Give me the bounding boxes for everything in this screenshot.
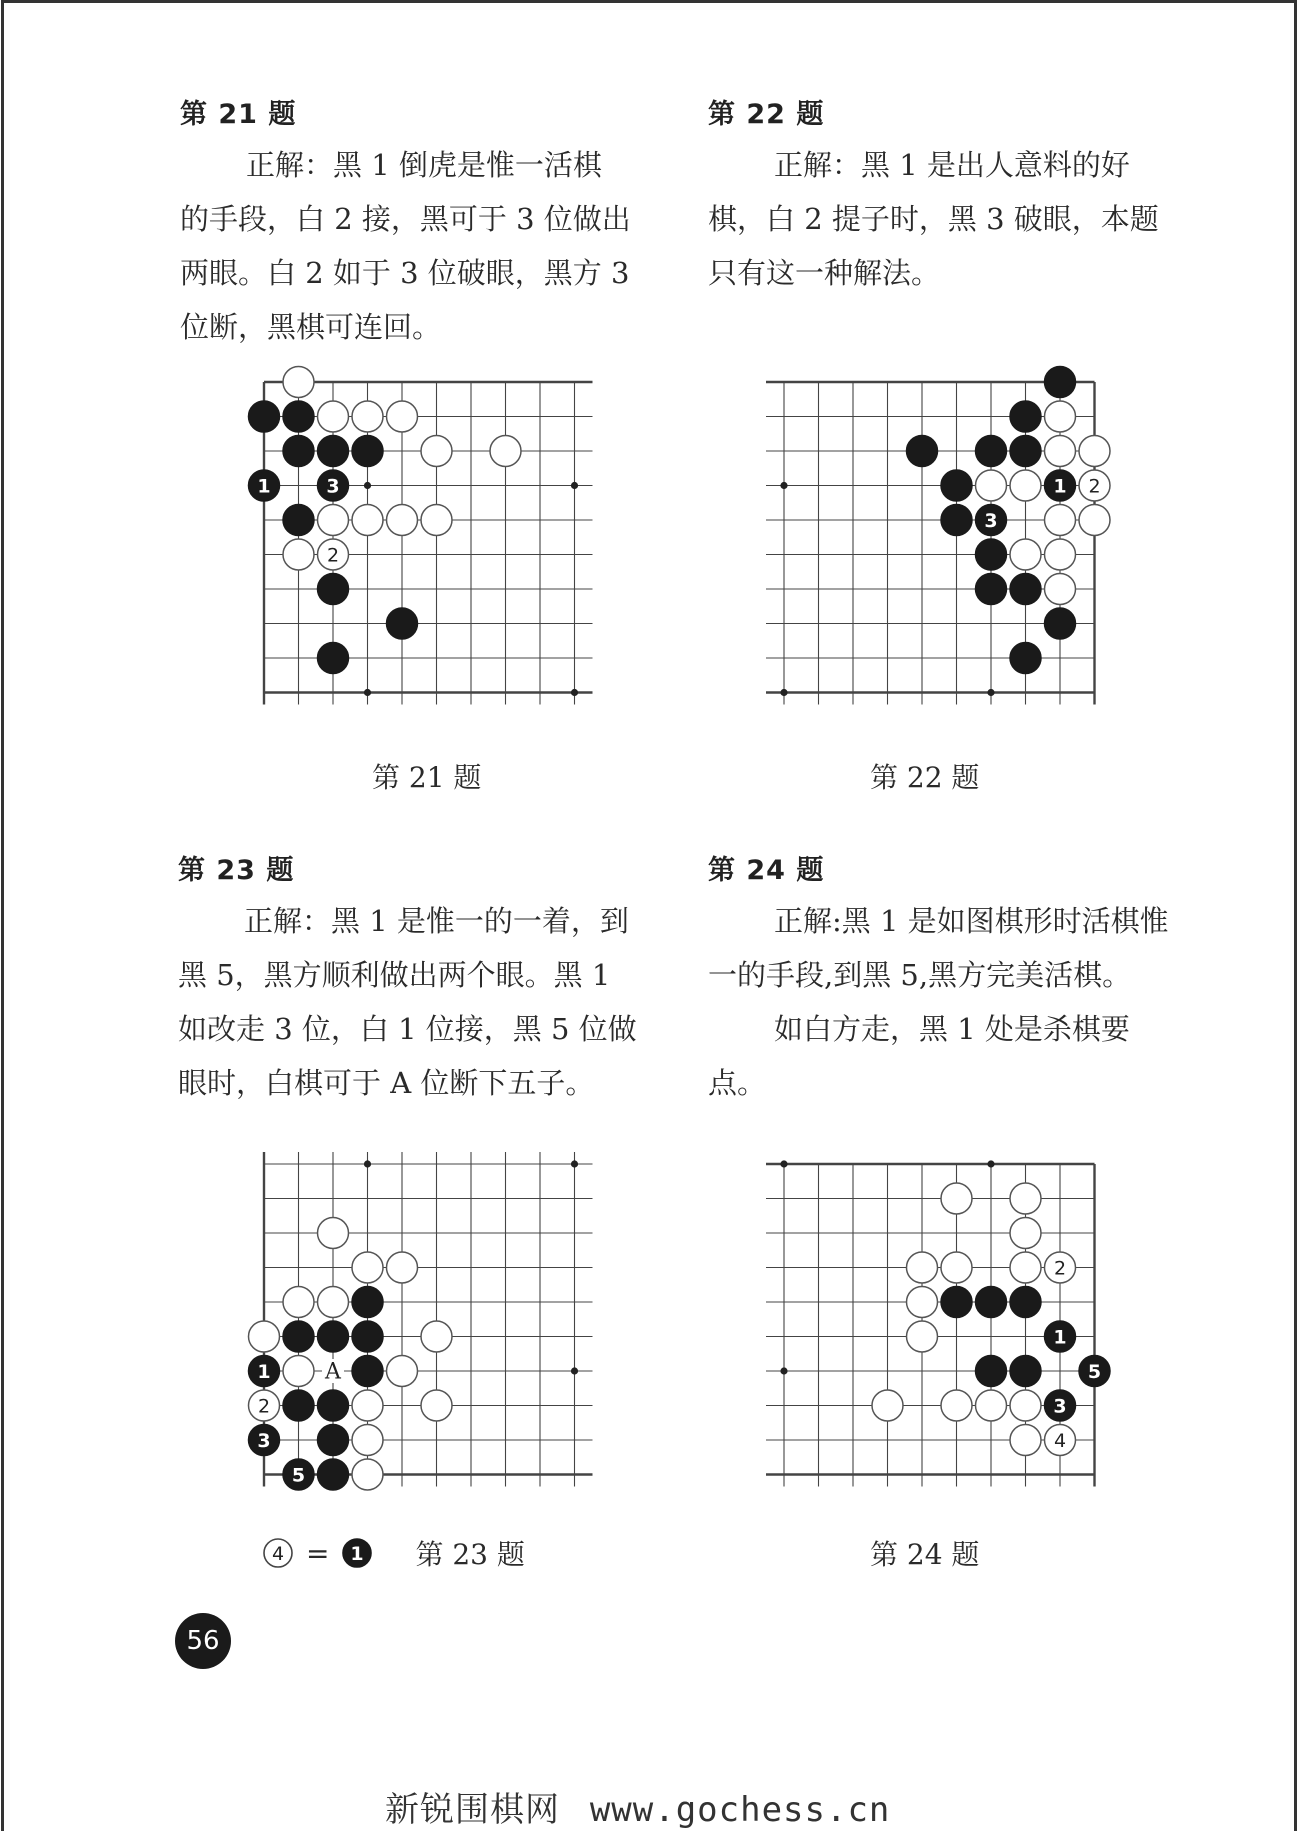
stone-move-number: 1	[1053, 475, 1067, 498]
white-stone	[1010, 1218, 1041, 1249]
white-stone	[387, 1356, 418, 1387]
board-grid	[264, 382, 593, 705]
white-stone	[1045, 401, 1076, 432]
problem-21-text	[180, 138, 655, 354]
board-point-label: A	[325, 1359, 341, 1385]
white-stone	[387, 505, 418, 536]
white-stone	[1045, 574, 1076, 605]
white-stone	[387, 1252, 418, 1283]
white-stone	[1010, 470, 1041, 501]
problem-21-caption: 第 21 题	[372, 761, 482, 794]
problem-22-caption: 第 22 题	[870, 761, 980, 794]
black-stone	[318, 436, 349, 467]
star-point	[571, 1367, 578, 1374]
black-stone-1-icon	[341, 1537, 373, 1569]
white-stone	[421, 436, 452, 467]
white-stone	[249, 1321, 280, 1352]
watermark-site: 新锐围棋网	[385, 1790, 560, 1830]
problem-24-line-3: 如白方走，黑 1 处是杀棋要	[774, 1012, 1130, 1046]
white-stone	[283, 367, 314, 398]
black-stone	[318, 1425, 349, 1456]
problem-23-caption: 第 23 题	[415, 1538, 525, 1571]
black-stone	[352, 1321, 383, 1352]
black-stone	[318, 643, 349, 674]
stone-move-number: 1	[257, 475, 271, 498]
problem-24-line-4: 点。	[708, 1066, 767, 1100]
white-stone	[1079, 505, 1110, 536]
page-number: 56	[175, 1613, 231, 1669]
white-stone	[283, 539, 314, 570]
black-stone	[318, 1459, 349, 1490]
problem-23-caption-row	[262, 1533, 525, 1573]
black-stone	[352, 1356, 383, 1387]
problem-23-text	[178, 894, 658, 1110]
stone-move-number: 3	[1053, 1395, 1067, 1418]
stone-move-number: 5	[1087, 1361, 1102, 1383]
white-stone	[352, 401, 383, 432]
star-point	[364, 482, 371, 489]
stone-move-number: 1	[1053, 1326, 1067, 1349]
problem-21-line-2: 的手段，白 2 接，黑可于 3 位做出	[180, 202, 631, 236]
stone-move-number: 2	[257, 1395, 271, 1418]
stone-move-number: 5	[291, 1464, 306, 1487]
black-stone	[283, 436, 314, 467]
stone-move-number: 1	[257, 1361, 271, 1383]
star-point	[987, 1160, 994, 1167]
black-stone	[387, 608, 418, 639]
problem-22-line-1: 正解：黑 1 是出人意料的好	[774, 148, 1130, 182]
white-stone	[283, 1356, 314, 1387]
white-stone	[941, 1390, 972, 1421]
black-stone	[976, 436, 1007, 467]
star-point	[987, 689, 994, 696]
problem-23-heading: 第 23 题	[178, 855, 295, 886]
white-stone	[421, 1321, 452, 1352]
watermark-url: www.gochess.cn	[589, 1790, 891, 1830]
white-stone	[387, 401, 418, 432]
note-right-number: 1	[350, 1543, 365, 1565]
black-stone	[1010, 1287, 1041, 1318]
white-stone	[352, 505, 383, 536]
problem-23-line-2: 黑 5，黑方顺利做出两个眼。黑 1	[178, 958, 611, 992]
stone-move-number: 3	[984, 510, 998, 532]
black-stone	[283, 1321, 314, 1352]
white-stone	[318, 1218, 349, 1249]
problem-24-line-1: 正解:黑 1 是如图棋形时活棋惟	[774, 904, 1169, 938]
black-stone	[1010, 574, 1041, 605]
white-stone	[1045, 505, 1076, 536]
black-stone	[976, 1287, 1007, 1318]
black-stone	[1010, 401, 1041, 432]
problem-22-line-2: 棋，白 2 提子时，黑 3 破眼，本题	[708, 202, 1159, 236]
board-grid	[766, 382, 1095, 705]
white-stone	[352, 1390, 383, 1421]
black-stone	[907, 436, 938, 467]
watermark	[385, 1782, 890, 1831]
white-stone	[1045, 436, 1076, 467]
white-stone	[907, 1321, 938, 1352]
stone-move-number: 2	[1053, 1257, 1067, 1280]
star-point	[780, 482, 787, 489]
problem-24-heading: 第 24 题	[708, 855, 825, 886]
white-stone	[1010, 1425, 1041, 1456]
problem-21-line-3: 两眼。白 2 如于 3 位破眼，黑方 3	[180, 256, 630, 290]
black-stone	[283, 505, 314, 536]
note-equals: =	[306, 1536, 330, 1570]
black-stone	[318, 1390, 349, 1421]
problem-23-board	[240, 1140, 619, 1513]
problem-21-heading: 第 21 题	[180, 99, 297, 130]
star-point	[364, 1160, 371, 1167]
white-stone	[1079, 436, 1110, 467]
white-stone	[318, 1287, 349, 1318]
white-stone	[490, 436, 521, 467]
black-stone	[283, 401, 314, 432]
black-stone	[976, 574, 1007, 605]
black-stone	[318, 1321, 349, 1352]
white-stone	[421, 1390, 452, 1421]
problem-24-line-2: 一的手段,到黑 5,黑方完美活棋。	[708, 958, 1132, 992]
white-stone	[1010, 1252, 1041, 1283]
black-stone	[1010, 1356, 1041, 1387]
white-stone	[907, 1252, 938, 1283]
star-point	[571, 689, 578, 696]
black-stone	[976, 1356, 1007, 1387]
problem-24-text	[708, 894, 1188, 1110]
black-stone	[318, 574, 349, 605]
star-point	[780, 1160, 787, 1167]
problem-21-line-4: 位断，黑棋可连回。	[180, 310, 442, 344]
white-stone	[283, 1287, 314, 1318]
white-stone	[352, 1425, 383, 1456]
white-stone	[907, 1287, 938, 1318]
problem-23-line-1: 正解：黑 1 是惟一的一着，到	[244, 904, 629, 938]
black-stone	[352, 436, 383, 467]
problem-23-line-4: 眼时，白棋可于 A 位断下五子。	[178, 1066, 595, 1100]
white-stone	[941, 1252, 972, 1283]
problem-22-line-3: 只有这一种解法。	[708, 256, 941, 290]
problem-24-caption: 第 24 题	[870, 1538, 980, 1571]
problem-24-board	[740, 1140, 1119, 1513]
white-stone	[352, 1459, 383, 1490]
black-stone	[941, 505, 972, 536]
black-stone	[1010, 436, 1041, 467]
star-point	[571, 482, 578, 489]
problem-22-text	[708, 138, 1188, 300]
black-stone	[1010, 643, 1041, 674]
note-left-number: 4	[271, 1543, 285, 1565]
white-stone	[976, 1390, 1007, 1421]
problem-21-line-1: 正解：黑 1 倒虎是惟一活棋	[246, 148, 602, 182]
stone-move-number: 2	[1088, 475, 1101, 498]
white-stone	[941, 1183, 972, 1214]
white-stone	[1010, 539, 1041, 570]
black-stone	[283, 1390, 314, 1421]
stone-move-number: 4	[1053, 1430, 1067, 1452]
white-stone	[318, 505, 349, 536]
black-stone	[976, 539, 1007, 570]
star-point	[571, 1160, 578, 1167]
white-stone	[1045, 539, 1076, 570]
black-stone	[1045, 608, 1076, 639]
white-stone-4-icon	[262, 1537, 294, 1569]
black-stone	[249, 401, 280, 432]
white-stone	[352, 1252, 383, 1283]
problem-23-line-3: 如改走 3 位，白 1 位接，黑 5 位做	[178, 1012, 637, 1046]
black-stone	[941, 1287, 972, 1318]
stone-move-number: 3	[257, 1430, 271, 1452]
white-stone	[976, 470, 1007, 501]
white-stone	[1010, 1390, 1041, 1421]
white-stone	[872, 1390, 903, 1421]
stone-move-number: 3	[326, 475, 340, 498]
stone-move-number: 2	[326, 544, 340, 567]
star-point	[780, 1367, 787, 1374]
problem-22-heading: 第 22 题	[708, 99, 825, 130]
black-stone	[941, 470, 972, 501]
black-stone	[1045, 367, 1076, 398]
white-stone	[421, 505, 452, 536]
black-stone	[352, 1287, 383, 1318]
star-point	[780, 689, 787, 696]
board-grid	[264, 1152, 593, 1487]
star-point	[364, 689, 371, 696]
white-stone	[1010, 1183, 1041, 1214]
white-stone	[318, 401, 349, 432]
problem-21-board	[240, 358, 619, 731]
problem-22-board	[740, 358, 1119, 731]
